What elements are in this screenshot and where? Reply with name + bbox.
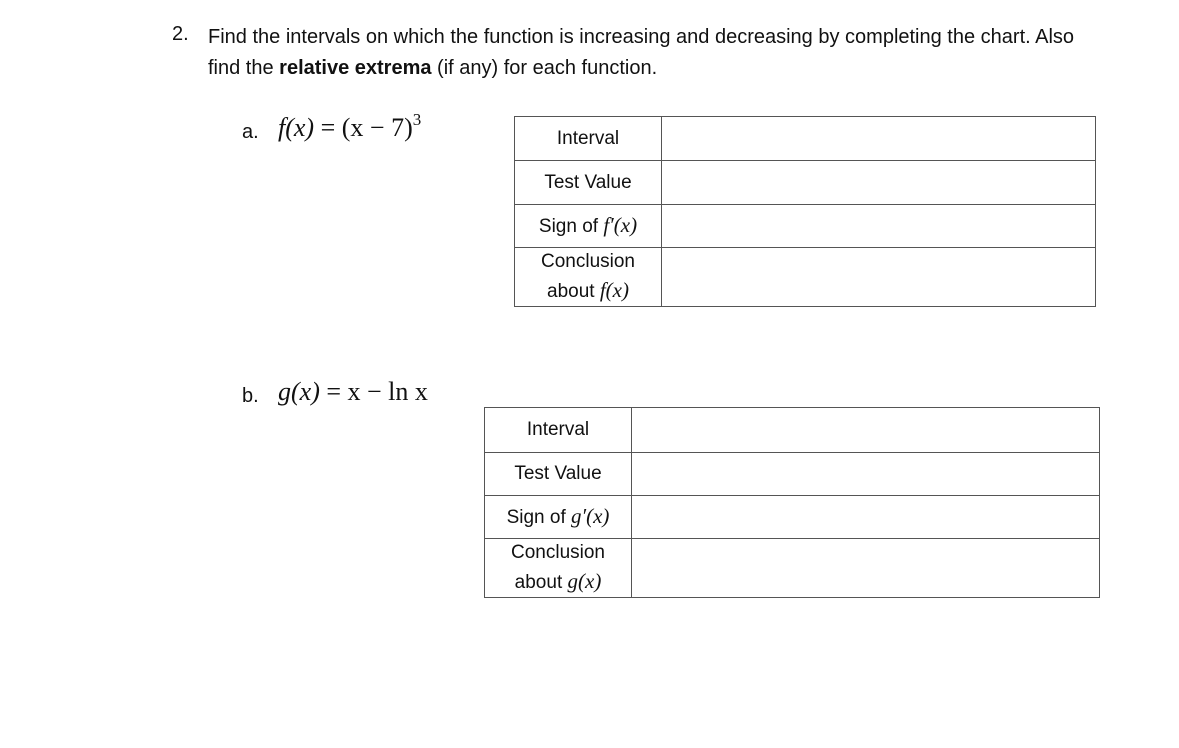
part-b-formula-rhs: = x − ln x: [319, 377, 428, 406]
part-b-row-test-value: [485, 453, 1100, 496]
part-b-formula-lhs: g(x): [278, 377, 320, 406]
part-a-test-value-cell[interactable]: [662, 161, 1096, 205]
part-a-sign-cell[interactable]: [662, 205, 1096, 248]
part-b-test-value-cell[interactable]: [632, 453, 1100, 496]
part-b-conclusion-label: [485, 539, 632, 598]
part-b-sign-prefix: Sign of: [506, 507, 572, 528]
part-a-sign-label: [515, 205, 662, 248]
part-a-formula-rhs: = (x − 7): [314, 113, 413, 142]
part-a-row-sign: [515, 205, 1096, 248]
part-a-row-interval: [515, 117, 1096, 161]
part-a-formula-exponent: 3: [412, 110, 422, 129]
part-b-formula: [278, 377, 428, 407]
question-text-part-2: (if any) for each function.: [431, 57, 658, 79]
part-a-interval-cell[interactable]: [662, 117, 1096, 161]
part-b-test-value-label: Test Value: [485, 453, 632, 496]
part-a-label: a.: [242, 121, 259, 143]
part-b-sign-cell[interactable]: [632, 496, 1100, 539]
part-a-interval-label: Interval: [515, 117, 662, 161]
part-a-row-test-value: [515, 161, 1096, 205]
part-a-formula: [278, 110, 422, 143]
part-b-row-conclusion: [485, 539, 1100, 598]
part-b-conclusion-cell[interactable]: [632, 539, 1100, 598]
part-a-formula-lhs: f(x): [278, 113, 315, 142]
question-text-part-1: Find the intervals on which the function is increasing and decreasing by completing the chart. Also find the: [208, 26, 1075, 79]
part-a-conclusion-prefix: about: [547, 281, 600, 302]
question-text-bold: relative extrema: [279, 57, 432, 79]
part-b-sign-label: [485, 496, 632, 539]
part-a-chart: [514, 116, 1096, 307]
part-b-interval-label: Interval: [485, 408, 632, 453]
part-a-conclusion-line-1: Conclusion: [541, 251, 635, 272]
part-b-label: b.: [242, 385, 259, 407]
part-b-sign-fn: g′(x): [571, 504, 610, 528]
question-text: [208, 22, 1108, 84]
part-b-conclusion-line-1: Conclusion: [511, 542, 605, 563]
part-a-conclusion-label: [515, 248, 662, 307]
part-a-conclusion-cell[interactable]: [662, 248, 1096, 307]
part-b-conclusion-prefix: about: [514, 572, 568, 593]
part-a-test-value-label: Test Value: [515, 161, 662, 205]
part-b-chart: [484, 407, 1100, 598]
part-b-row-sign: [485, 496, 1100, 539]
part-b-row-interval: [485, 408, 1100, 453]
part-b-conclusion-fn: g(x): [567, 569, 602, 593]
part-b-interval-cell[interactable]: [632, 408, 1100, 453]
part-a-sign-prefix: Sign of: [538, 216, 604, 237]
part-a-sign-fn: f′(x): [603, 213, 638, 237]
question-number: 2.: [172, 23, 189, 45]
part-a-row-conclusion: [515, 248, 1096, 307]
part-a-conclusion-fn: f(x): [599, 278, 629, 302]
